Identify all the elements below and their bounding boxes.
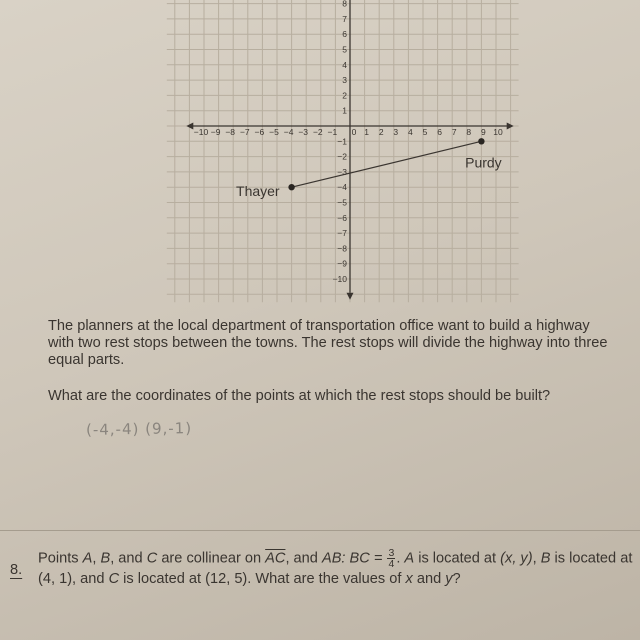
town-point-thayer [288, 184, 294, 190]
y-tick-label: 4 [342, 59, 347, 70]
q8-var-c2: C [108, 571, 120, 587]
x-tick-label: −8 [225, 127, 236, 137]
x-tick-label: −2 [312, 127, 323, 137]
town-label-purdy: Purdy [465, 154, 502, 171]
y-tick-label: 1 [342, 105, 347, 116]
question7-ask: What are the coordinates of the points at which the rest stops should be built? [48, 388, 551, 404]
q8-t7: , [532, 550, 541, 567]
q8-t2: , and [110, 550, 147, 567]
y-tick-labels [333, 0, 348, 284]
q8-t4: , and [285, 550, 322, 567]
q8-t8: is located at (4, 1), and [38, 550, 633, 587]
highway-segment [292, 141, 482, 187]
y-tick-label: 8 [342, 0, 347, 9]
q8-t3: are collinear on [157, 550, 266, 567]
x-tick-label: −7 [239, 127, 250, 137]
q8-t5: . [396, 550, 405, 567]
x-tick-label: 4 [408, 127, 413, 137]
x-tick-label: 5 [422, 127, 428, 137]
q8-var-y: y [445, 571, 453, 587]
y-tick-label: −9 [337, 258, 347, 269]
graph-axes [186, 0, 513, 300]
question7-paragraph: The planners at the local department of transportation office want to build a highway with two rest stops between the towns. The rest stops will divide the highway into three equal parts. [48, 318, 608, 368]
y-tick-label: −6 [337, 212, 347, 223]
question8-number: 8. [10, 562, 23, 578]
section-divider [0, 530, 640, 531]
y-tick-label: 5 [342, 44, 347, 55]
x-tick-labels [194, 127, 503, 137]
q8-var-b2: B [540, 550, 551, 567]
q8-xy: (x, y) [500, 550, 533, 567]
town-label-thayer: Thayer [236, 183, 280, 200]
y-tick-label: −8 [337, 243, 347, 254]
x-tick-label: −3 [298, 127, 309, 137]
y-tick-label: −2 [337, 151, 347, 162]
y-tick-label: −3 [337, 166, 347, 177]
q8-t11: ? [452, 571, 461, 587]
x-tick-label: 9 [481, 127, 486, 137]
q8-fraction [387, 548, 395, 569]
q8-frac-den: 4 [388, 558, 395, 570]
x-tick-label: 3 [393, 127, 399, 137]
q8-t1: Points [38, 550, 83, 567]
x-tick-label: 8 [466, 127, 472, 137]
q8-c1: , [92, 550, 101, 567]
handwritten-answer: (-4,-4) (9,-1) [85, 419, 193, 439]
x-tick-label: −1 [327, 127, 338, 137]
q8-t9: is located at (12, 5). What are the values of [119, 571, 406, 587]
x-tick-label: −6 [254, 127, 265, 137]
q8-segment-ac: $\overline{AC}$ [265, 550, 286, 567]
highway-line [292, 141, 482, 187]
q8-var-c: C [146, 550, 158, 567]
x-tick-label: 0 [351, 127, 357, 137]
x-tick-label: −4 [283, 127, 294, 137]
y-tick-label: 3 [342, 75, 347, 86]
q8-var-a: A [82, 550, 93, 567]
x-tick-label: 6 [437, 127, 442, 137]
y-tick-label: −4 [337, 182, 347, 193]
x-tick-label: 10 [493, 127, 503, 137]
x-tick-label: −10 [193, 127, 209, 137]
q8-t6: is located at [414, 550, 501, 567]
y-tick-label: 7 [342, 13, 347, 24]
x-tick-label: −5 [269, 127, 279, 137]
y-tick-label: 6 [342, 29, 347, 40]
q8-var-b: B [100, 550, 111, 567]
q8-frac-num: 3 [388, 547, 395, 559]
q8-var-x: x [405, 571, 413, 587]
x-tick-label: −9 [210, 127, 221, 137]
q8-t10: and [412, 571, 446, 587]
q8-var-a2: A [404, 550, 415, 567]
y-axis-arrow-down [347, 293, 354, 300]
x-tick-label: 1 [364, 127, 369, 137]
question8-text [38, 548, 638, 589]
town-point-purdy [478, 138, 484, 144]
coordinate-graph [0, 0, 640, 310]
q8-ratio: AB: BC = [321, 550, 383, 567]
x-tick-label: 2 [378, 127, 384, 137]
x-tick-label: 7 [451, 127, 457, 137]
y-tick-label: −7 [337, 228, 347, 239]
y-tick-label: 2 [342, 90, 347, 101]
y-tick-label: −5 [337, 197, 347, 208]
y-tick-label: −1 [337, 136, 347, 147]
y-tick-label: −10 [332, 274, 347, 284]
